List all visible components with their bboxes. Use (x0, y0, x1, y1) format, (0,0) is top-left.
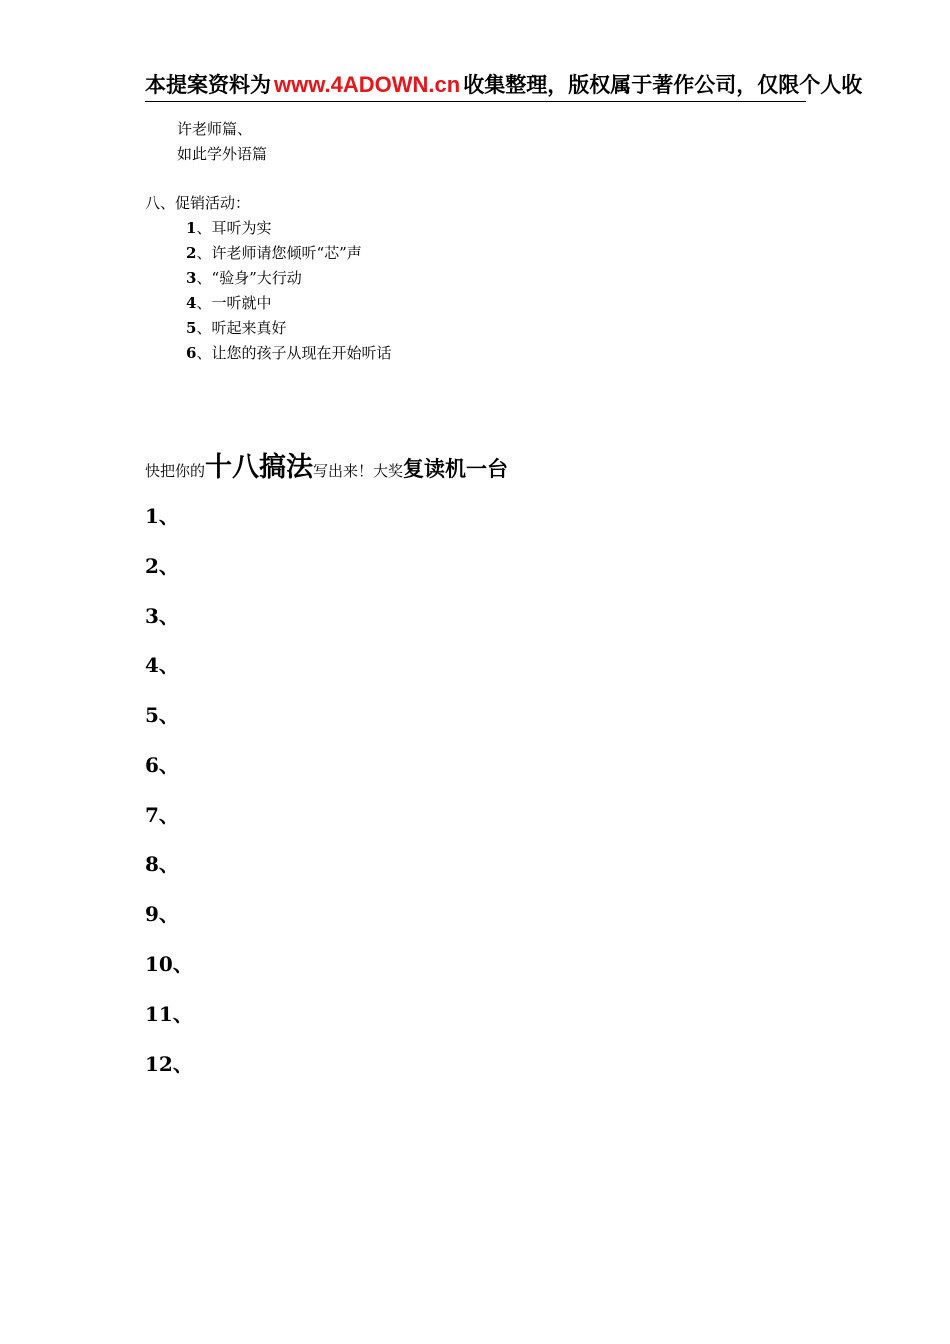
entry-line: 2、 (145, 554, 179, 578)
header-suffix: 收集整理，版权属于著作公司，仅限个人收 (463, 73, 863, 97)
promo-text: 、听起来真好 (196, 319, 287, 337)
promo-item (186, 318, 286, 338)
promo-number: 6 (186, 344, 197, 362)
entry-line: 8、 (145, 852, 179, 876)
entry-line: 6、 (145, 753, 179, 777)
entry-line: 11、 (145, 1002, 193, 1026)
header-prefix: 本提案资料为 (145, 73, 271, 97)
promo-item (186, 243, 362, 263)
entry-line: 3、 (145, 604, 179, 628)
promo-item (186, 343, 391, 363)
promo-text: 、一听就中 (196, 294, 272, 312)
promo-item (186, 218, 271, 238)
contest-part-4: 复读机一台 (403, 457, 509, 481)
promo-number: 5 (186, 319, 197, 337)
promo-number: 4 (186, 294, 197, 312)
promo-text: 、许老师请您倾听“芯”声 (196, 244, 362, 262)
promo-number: 3 (186, 269, 197, 287)
contest-part-1: 快把你的 (145, 462, 206, 480)
entry-line: 1、 (145, 504, 179, 528)
promo-text: 、耳听为实 (196, 219, 272, 237)
intro-line-2: 如此学外语篇 (177, 145, 268, 163)
section-title: 八、促销活动： (145, 194, 251, 212)
promo-item (186, 268, 302, 288)
intro-line-1: 许老师篇、 (177, 120, 253, 138)
header-banner (145, 70, 950, 100)
entry-line: 5、 (145, 703, 179, 727)
entry-line: 10、 (145, 952, 193, 976)
promo-text: 、让您的孩子从现在开始听话 (196, 344, 392, 362)
contest-heading (145, 448, 508, 491)
promo-text: 、“验身”大行动 (196, 269, 302, 287)
contest-part-3: 写出来！大奖 (313, 462, 404, 480)
entry-line: 7、 (145, 803, 179, 827)
promo-number: 1 (186, 219, 197, 237)
entry-line: 4、 (145, 653, 179, 677)
contest-part-2: 十八搞法 (205, 452, 314, 483)
promo-item (186, 293, 271, 313)
entry-line: 9、 (145, 902, 179, 926)
header-divider (145, 101, 806, 102)
header-url[interactable]: www.4ADOWN.cn (274, 72, 461, 97)
promo-number: 2 (186, 244, 197, 262)
entry-line: 12、 (145, 1052, 193, 1076)
